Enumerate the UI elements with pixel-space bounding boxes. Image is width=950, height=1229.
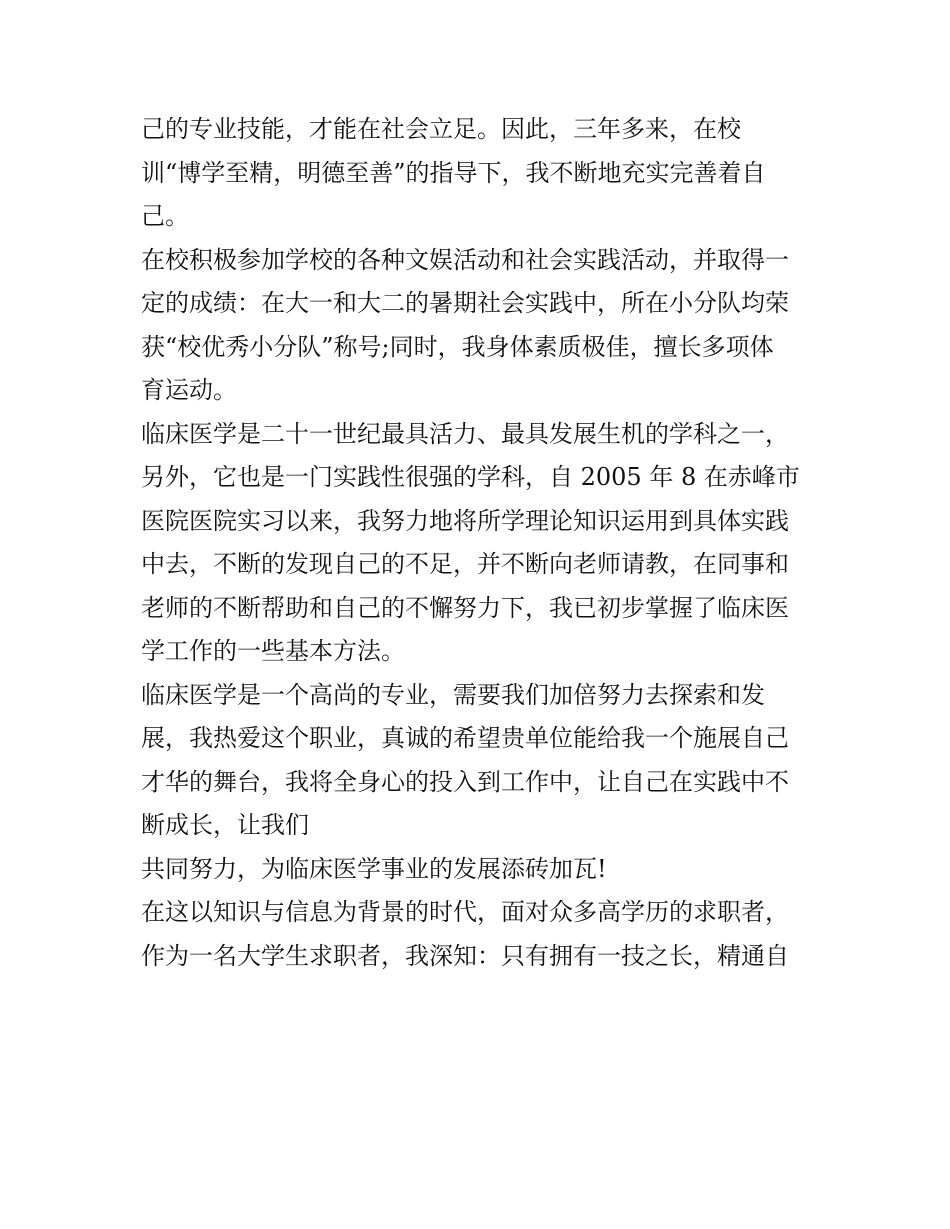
text-line: 学工作的一些基本方法。 — [141, 637, 405, 665]
text-line: 在校积极参加学校的各种文娱活动和社会实践活动，并取得一 — [141, 245, 789, 274]
text-line: 医院医院实习以来，我努力地将所学理论知识运用到具体实践 — [141, 506, 789, 535]
text-line: 在这以知识与信息为背景的时代，面对众多高学历的求职者， — [141, 898, 789, 926]
text-line: 己的专业技能，才能在社会立足。因此，三年多来，在校 — [141, 115, 741, 143]
text-line: 育运动。 — [141, 376, 237, 404]
text-line: 另外，它也是一门实践性很强的学科，自 2005 年 8 在赤峰市 — [141, 463, 800, 491]
text-line: 作为一名大学生求职者，我深知：只有拥有一技之长，精通自 — [141, 941, 789, 970]
text-line: 展，我热爱这个职业，真诚的希望贵单位能给我一个施展自己 — [141, 724, 789, 752]
text-line: 断成长，让我们 — [141, 811, 309, 839]
text-line: 获“校优秀小分队”称号;同时，我身体素质极佳，擅长多项体 — [141, 332, 774, 361]
text-line: 中去，不断的发现自己的不足，并不断向老师请教，在同事和 — [141, 550, 789, 578]
text-line: 共同努力，为临床医学事业的发展添砖加瓦! — [141, 854, 607, 883]
text-line: 己。 — [141, 202, 189, 230]
text-line: 定的成绩：在大一和大二的暑期社会实践中，所在小分队均荣 — [141, 289, 789, 317]
document-body — [141, 108, 821, 978]
text-line: 才华的舞台，我将全身心的投入到工作中，让自己在实践中不 — [141, 767, 789, 796]
text-line: 老师的不断帮助和自己的不懈努力下，我已初步掌握了临床医 — [141, 593, 789, 622]
text-line: 训“博学至精，明德至善”的指导下，我不断地充实完善着自 — [141, 158, 766, 187]
text-line: 临床医学是二十一世纪最具活力、最具发展生机的学科之一， — [141, 419, 789, 448]
text-line: 临床医学是一个高尚的专业，需要我们加倍努力去探索和发 — [141, 680, 765, 709]
